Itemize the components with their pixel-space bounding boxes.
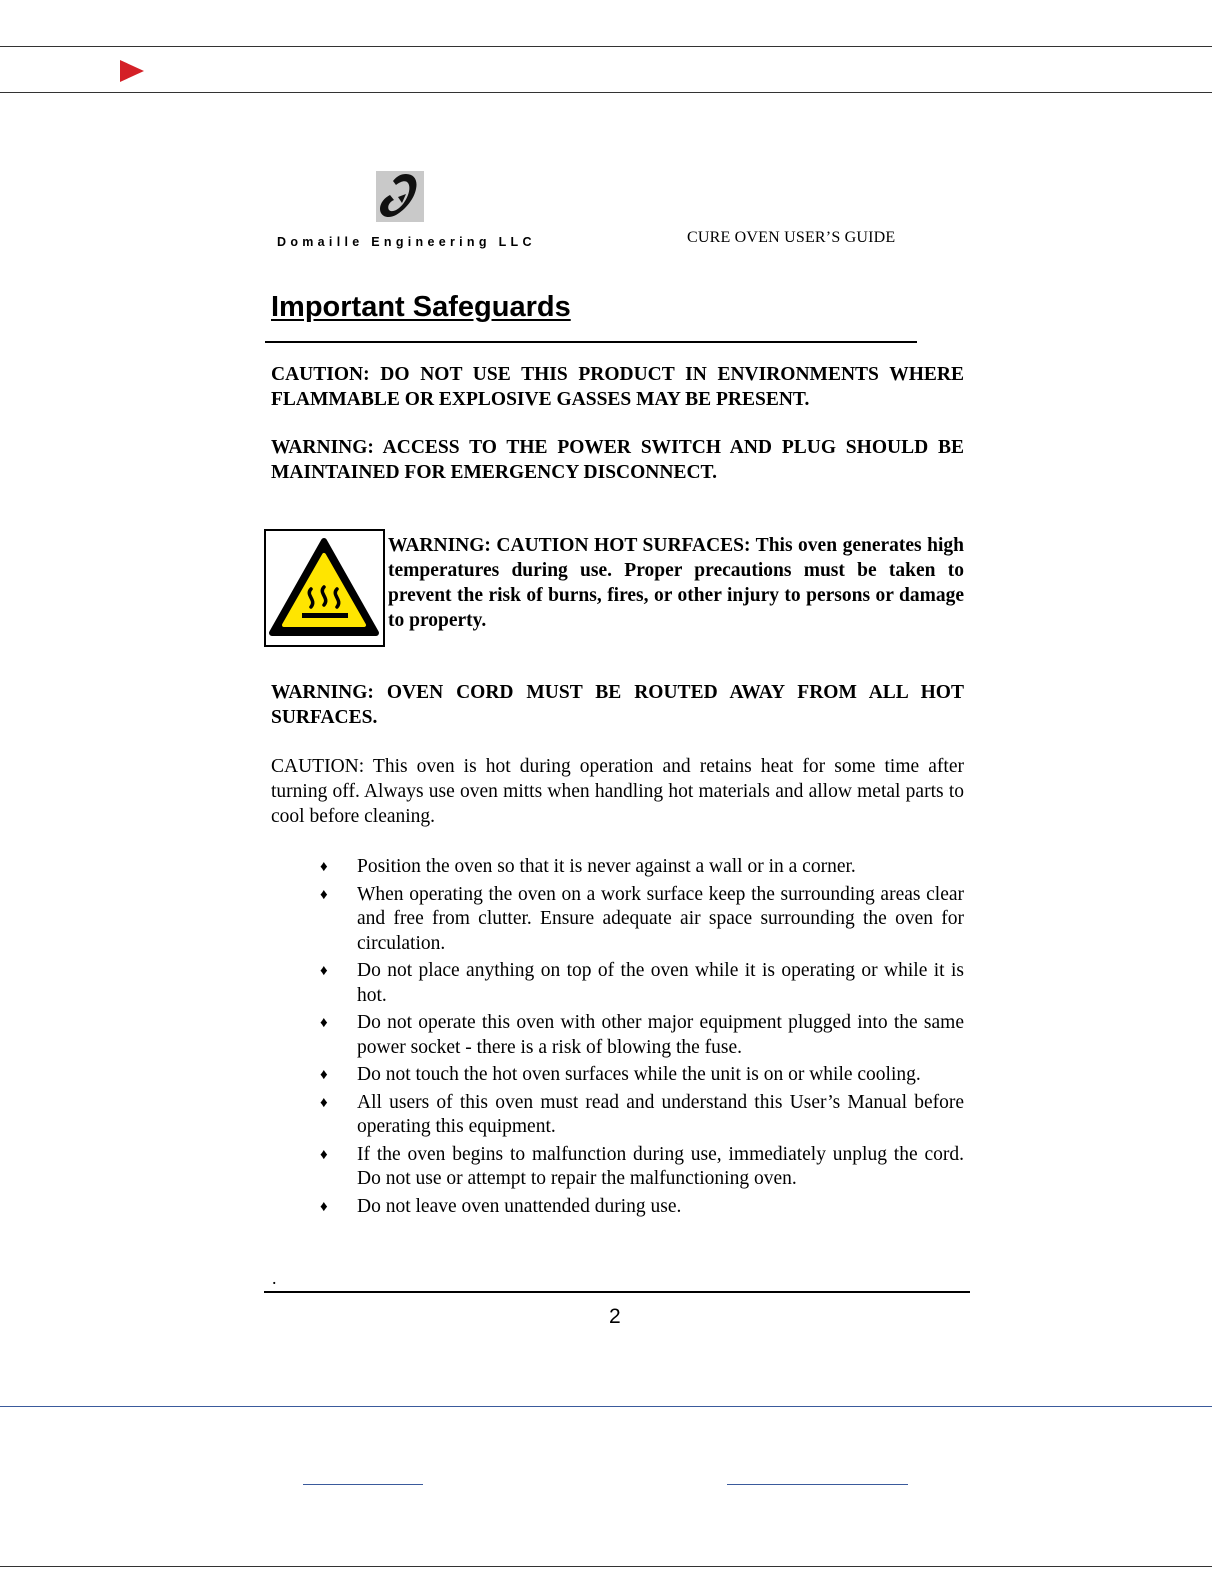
footer-link-underline-right[interactable] (727, 1484, 908, 1485)
domaille-logo (376, 171, 424, 222)
hot-surface-icon-frame (264, 529, 385, 647)
diamond-bullet-icon: ♦ (320, 1015, 328, 1031)
diamond-bullet-icon: ♦ (320, 859, 328, 875)
footer-rule (264, 1291, 970, 1293)
company-name: Domaille Engineering LLC (277, 235, 536, 249)
bottom-blue-rule (0, 1406, 1212, 1407)
footer-link-underline-left[interactable] (303, 1484, 423, 1485)
list-item: ♦ When operating the oven on a work surface keep the surrounding areas clear and free from clutter. Ensure adequate air space surrounding the oven for circulation. (320, 883, 964, 954)
warning-oven-cord: WARNING: OVEN CORD MUST BE ROUTED AWAY FROM ALL HOT SURFACES. (271, 682, 964, 728)
list-item: ♦ Do not place anything on top of the oven while it is operating or while it is hot. (320, 960, 964, 1006)
play-icon[interactable] (118, 58, 146, 84)
list-item: ♦ Do not leave oven unattended during use. (357, 1195, 964, 1220)
page-heading: Important Safeguards (271, 291, 571, 323)
caution-hot-oven: CAUTION: This oven is hot during operation and retains heat for some time after turning off. Always use oven mitts when handling hot materials and allow metal parts to cool before cleaning. (271, 756, 964, 827)
safeguard-list (320, 855, 964, 1222)
list-item: ♦ Do not touch the hot oven surfaces while the unit is on or while cooling. (357, 1063, 964, 1088)
trailing-period: . (272, 1268, 277, 1288)
caution-flammable: CAUTION: DO NOT USE THIS PRODUCT IN ENVIRONMENTS WHERE FLAMMABLE OR EXPLOSIVE GASSES MAY BE PRESENT. (271, 364, 964, 410)
list-item: ♦ Do not operate this oven with other major equipment plugged into the same power socket - there is a risk of blowing the fuse. (320, 1012, 964, 1058)
diamond-bullet-icon: ♦ (320, 886, 328, 903)
diamond-bullet-icon: ♦ (320, 1094, 328, 1111)
page-number: 2 (609, 1305, 621, 1328)
diamond-bullet-icon: ♦ (320, 1198, 328, 1215)
diamond-bullet-icon: ♦ (320, 1067, 328, 1083)
list-item: ♦ Position the oven so that it is never against a wall or in a corner. (357, 855, 964, 880)
warning-power-switch: WARNING: ACCESS TO THE POWER SWITCH AND PLUG SHOULD BE MAINTAINED FOR EMERGENCY DISCONNECT. (271, 437, 964, 483)
list-item: ♦ If the oven begins to malfunction during use, immediately unplug the cord. Do not use or attempt to repair the malfunctioning oven. (320, 1143, 964, 1189)
diamond-bullet-icon: ♦ (320, 1146, 328, 1163)
hot-surface-warning-icon (266, 531, 383, 645)
bottom-rule (0, 1566, 1212, 1567)
heading-rule (265, 341, 917, 343)
warning-hot-surfaces: WARNING: CAUTION HOT SURFACES: This oven generates high temperatures during use. Proper precautions must be taken to prevent the risk of burns, fires, or other injury to persons or damage to property. (388, 535, 964, 631)
top-rule (0, 46, 1212, 47)
banner-bottom-rule (0, 92, 1212, 93)
document-title: CURE OVEN USER’S GUIDE (687, 229, 896, 246)
diamond-bullet-icon: ♦ (320, 963, 328, 979)
list-item: ♦ All users of this oven must read and understand this User’s Manual before operating this equipment. (320, 1091, 964, 1137)
